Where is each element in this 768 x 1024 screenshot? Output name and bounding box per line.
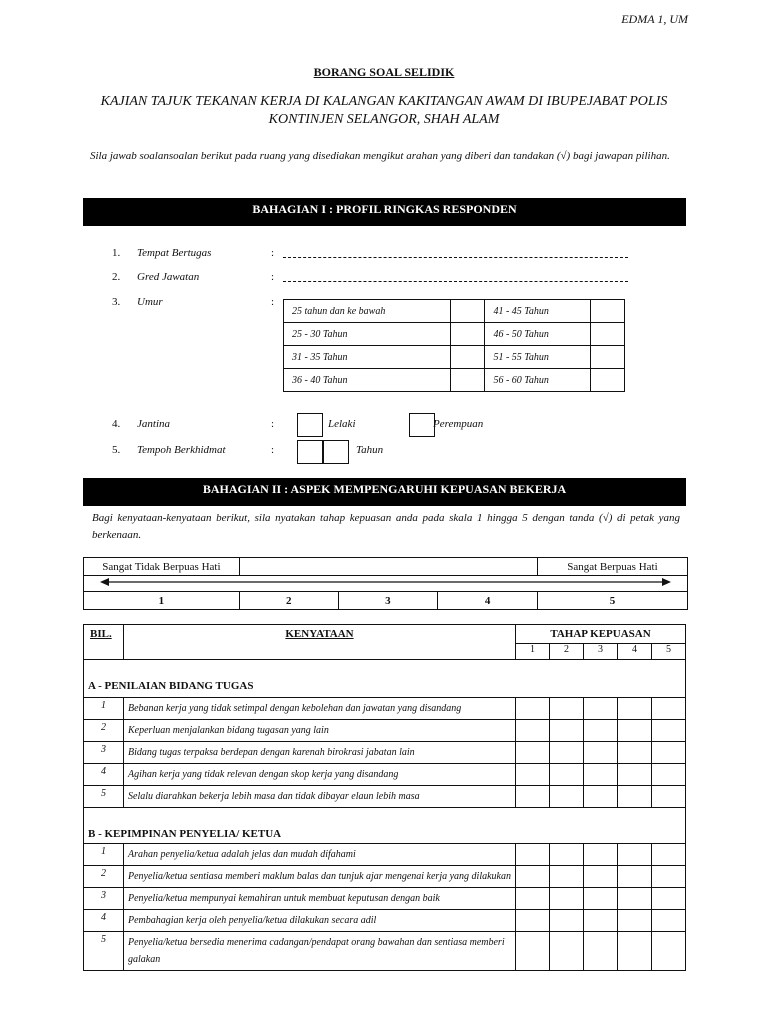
table-row: [84, 720, 686, 742]
age-option-label: 25 tahun dan ke bawah: [284, 300, 451, 323]
rating-cell[interactable]: [652, 866, 686, 888]
gender-female-checkbox[interactable]: [409, 413, 435, 437]
scale-low-label: Sangat Tidak Berpuas Hati: [84, 558, 240, 576]
age-option-label: 46 - 50 Tahun: [485, 323, 591, 346]
rating-cell[interactable]: [516, 910, 550, 932]
rating-cell[interactable]: [584, 932, 618, 971]
q2-row: [112, 271, 199, 283]
statement-text: Bidang tugas terpaksa berdepan dengan karenah birokrasi jabatan lain: [124, 742, 516, 764]
age-option-label: 56 - 60 Tahun: [485, 369, 591, 392]
statement-text: Penyelia/ketua sentiasa memberi maklum balas dan tunjuk ajar mengenai kerja yang dilakukan: [124, 866, 516, 888]
q5-row: [112, 444, 226, 456]
q2-answer-line[interactable]: [283, 281, 628, 282]
age-checkbox[interactable]: [451, 369, 485, 392]
statement-text: Penyelia/ketua mempunyai kemahiran untuk membuat keputusan dengan baik: [124, 888, 516, 910]
col-level-header: TAHAP KEPUASAN: [516, 625, 686, 644]
satisfaction-scale: [83, 557, 688, 610]
rating-cell[interactable]: [652, 720, 686, 742]
rating-cell[interactable]: [550, 844, 584, 866]
general-instruction: Sila jawab soalansoalan berikut pada ruang yang disediakan mengikut arahan yang diberi dan tandakan (√) bagi jawapan pilihan.: [90, 150, 670, 162]
scale-value: 3: [338, 592, 438, 610]
q2-colon: :: [271, 271, 275, 283]
q1-label: Tempat Bertugas: [137, 247, 212, 259]
study-title-line-1: KAJIAN TAJUK TEKANAN KERJA DI KALANGAN KAKITANGAN AWAM DI IBUPEJABAT POLIS: [100, 94, 668, 109]
rating-cell[interactable]: [516, 932, 550, 971]
table-row: [84, 786, 686, 808]
double-arrow-icon: [100, 576, 671, 588]
gender-female-label: Perempuan: [433, 418, 484, 430]
rating-cell[interactable]: [550, 742, 584, 764]
q1-number: 1.: [112, 247, 121, 259]
rating-cell[interactable]: [516, 764, 550, 786]
row-number: 4: [84, 910, 124, 932]
gender-male-label: Lelaki: [328, 418, 356, 430]
rating-cell[interactable]: [516, 786, 550, 808]
age-row: [284, 369, 625, 392]
q5-label: Tempoh Berkhidmat: [137, 444, 226, 456]
rating-cell[interactable]: [550, 910, 584, 932]
rating-cell[interactable]: [550, 932, 584, 971]
level-header: 1: [516, 644, 550, 660]
row-number: 1: [84, 698, 124, 720]
rating-cell[interactable]: [584, 844, 618, 866]
rating-cell[interactable]: [516, 844, 550, 866]
age-option-label: 36 - 40 Tahun: [284, 369, 451, 392]
table-row: [84, 764, 686, 786]
rating-cell[interactable]: [652, 764, 686, 786]
document-code: EDMA 1, UM: [621, 12, 688, 26]
q5-colon: :: [271, 444, 275, 456]
q5-number: 5.: [112, 444, 121, 456]
rating-cell[interactable]: [584, 866, 618, 888]
age-options-table: [283, 299, 625, 392]
age-option-label: 41 - 45 Tahun: [485, 300, 591, 323]
age-checkbox[interactable]: [591, 369, 625, 392]
age-row: [284, 300, 625, 323]
rating-cell[interactable]: [618, 698, 652, 720]
scale-value: 2: [239, 592, 338, 610]
table-row: [84, 910, 686, 932]
age-checkbox[interactable]: [591, 346, 625, 369]
row-number: 1: [84, 844, 124, 866]
row-number: 5: [84, 786, 124, 808]
table-row: [84, 844, 686, 866]
col-bil-header: BIL.: [84, 625, 124, 660]
statement-text: Penyelia/ketua bersedia menerima cadangan/pendapat orang bawahan dan sentiasa memberi galakan: [124, 932, 516, 971]
level-header: 5: [652, 644, 686, 660]
rating-cell[interactable]: [584, 888, 618, 910]
gender-male-checkbox[interactable]: [297, 413, 323, 437]
age-row: [284, 346, 625, 369]
q3-colon: :: [271, 296, 275, 308]
rating-cell[interactable]: [652, 910, 686, 932]
row-number: 2: [84, 866, 124, 888]
statement-text: Selalu diarahkan bekerja lebih masa dan tidak dibayar elaun lebih masa: [124, 786, 516, 808]
rating-cell[interactable]: [618, 866, 652, 888]
statement-text: Bebanan kerja yang tidak setimpal dengan kebolehan dan jawatan yang disandang: [124, 698, 516, 720]
rating-cell[interactable]: [550, 764, 584, 786]
section-a-title: A - PENILAIAN BIDANG TUGAS: [84, 660, 686, 698]
section-b-title: B - KEPIMPINAN PENYELIA/ KETUA: [84, 808, 686, 844]
q1-row: [112, 247, 211, 259]
q1-colon: :: [271, 247, 275, 259]
level-header: 2: [550, 644, 584, 660]
q1-answer-line[interactable]: [283, 257, 628, 258]
q3-row: [112, 296, 163, 308]
level-header: 4: [618, 644, 652, 660]
rating-cell[interactable]: [550, 866, 584, 888]
service-years-box-1[interactable]: [297, 440, 323, 464]
rating-cell[interactable]: [652, 742, 686, 764]
rating-cell[interactable]: [618, 786, 652, 808]
row-number: 2: [84, 720, 124, 742]
q4-row: [112, 418, 170, 430]
rating-cell[interactable]: [550, 720, 584, 742]
section-2-banner: BAHAGIAN II : ASPEK MEMPENGARUHI KEPUASAN BEKERJA: [83, 478, 686, 506]
rating-cell[interactable]: [516, 698, 550, 720]
rating-cell[interactable]: [584, 764, 618, 786]
statement-text: Keperluan menjalankan bidang tugasan yang lain: [124, 720, 516, 742]
age-checkbox[interactable]: [451, 323, 485, 346]
q3-label: Umur: [137, 296, 163, 308]
col-statement-header: KENYATAAN: [124, 625, 516, 660]
q4-label: Jantina: [137, 418, 170, 430]
q3-number: 3.: [112, 296, 121, 308]
scale-value: 4: [438, 592, 538, 610]
section-2-instruction: Bagi kenyataan-kenyataan berikut, sila nyatakan tahap kepuasan anda pada skala 1 hingga 5 dengan tanda (√) di petak yang berkenaan.: [92, 512, 680, 541]
rating-cell[interactable]: [652, 844, 686, 866]
age-row: [284, 323, 625, 346]
table-row: [84, 742, 686, 764]
rating-cell[interactable]: [652, 786, 686, 808]
table-row: [84, 866, 686, 888]
scale-high-label: Sangat Berpuas Hati: [537, 558, 687, 576]
rating-cell[interactable]: [618, 844, 652, 866]
rating-cell[interactable]: [584, 720, 618, 742]
row-number: 3: [84, 888, 124, 910]
age-checkbox[interactable]: [451, 300, 485, 323]
section-1-banner: BAHAGIAN I : PROFIL RINGKAS RESPONDEN: [83, 198, 686, 226]
rating-cell[interactable]: [584, 698, 618, 720]
scale-arrow-cell: [84, 576, 688, 592]
scale-value: 5: [537, 592, 687, 610]
rating-cell[interactable]: [584, 910, 618, 932]
study-title: [80, 93, 688, 129]
q2-number: 2.: [112, 271, 121, 283]
rating-cell[interactable]: [550, 786, 584, 808]
age-option-label: 51 - 55 Tahun: [485, 346, 591, 369]
rating-cell[interactable]: [516, 720, 550, 742]
rating-cell[interactable]: [652, 698, 686, 720]
q2-label: Gred Jawatan: [137, 271, 200, 283]
row-number: 3: [84, 742, 124, 764]
statement-text: Agihan kerja yang tidak relevan dengan skop kerja yang disandang: [124, 764, 516, 786]
row-number: 5: [84, 932, 124, 971]
rating-cell[interactable]: [584, 786, 618, 808]
rating-cell[interactable]: [618, 720, 652, 742]
rating-cell[interactable]: [618, 910, 652, 932]
rating-cell[interactable]: [652, 932, 686, 971]
rating-cell[interactable]: [550, 698, 584, 720]
level-header: 3: [584, 644, 618, 660]
rating-cell[interactable]: [618, 764, 652, 786]
age-checkbox[interactable]: [591, 323, 625, 346]
rating-cell[interactable]: [618, 932, 652, 971]
age-checkbox[interactable]: [591, 300, 625, 323]
q4-number: 4.: [112, 418, 121, 430]
q4-colon: :: [271, 418, 275, 430]
rating-cell[interactable]: [516, 888, 550, 910]
age-option-label: 31 - 35 Tahun: [284, 346, 451, 369]
service-years-unit: Tahun: [356, 444, 384, 456]
form-title: BORANG SOAL SELIDIK: [313, 65, 455, 79]
age-option-label: 25 - 30 Tahun: [284, 323, 451, 346]
scale-value: 1: [84, 592, 240, 610]
rating-cell[interactable]: [618, 888, 652, 910]
age-checkbox[interactable]: [451, 346, 485, 369]
rating-cell[interactable]: [652, 888, 686, 910]
statements-table: [83, 624, 686, 971]
table-row: [84, 888, 686, 910]
study-title-line-2: KONTINJEN SELANGOR, SHAH ALAM: [268, 112, 500, 127]
rating-cell[interactable]: [618, 742, 652, 764]
rating-cell[interactable]: [550, 888, 584, 910]
scale-spacer: [239, 558, 537, 576]
service-years-box-2[interactable]: [323, 440, 349, 464]
rating-cell[interactable]: [584, 742, 618, 764]
table-row: [84, 698, 686, 720]
statement-text: Arahan penyelia/ketua adalah jelas dan mudah difahami: [124, 844, 516, 866]
rating-cell[interactable]: [516, 742, 550, 764]
rating-cell[interactable]: [516, 866, 550, 888]
statement-text: Pembahagian kerja oleh penyelia/ketua dilakukan secara adil: [124, 910, 516, 932]
row-number: 4: [84, 764, 124, 786]
table-row: [84, 932, 686, 971]
